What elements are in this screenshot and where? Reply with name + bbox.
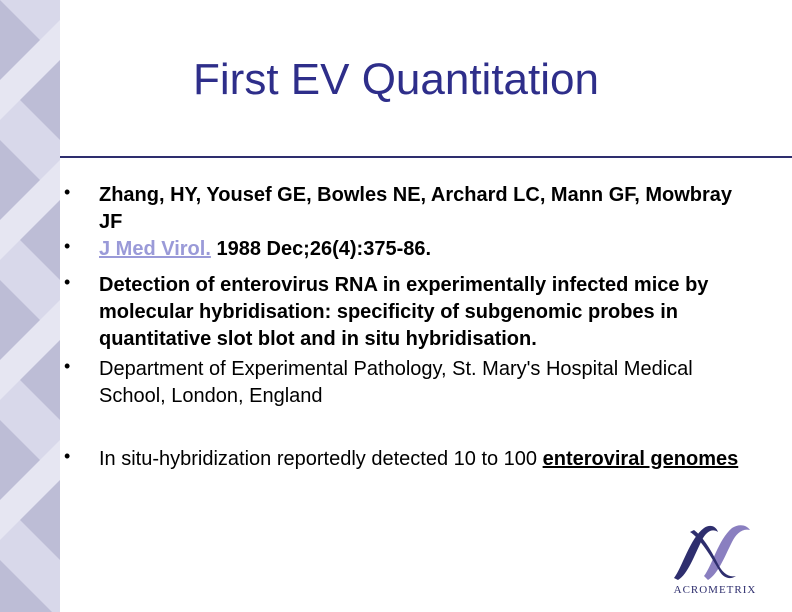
slide-title: First EV Quantitation xyxy=(193,55,599,104)
journal-link[interactable]: J Med Virol. xyxy=(99,238,211,260)
bullet-citation xyxy=(99,236,739,263)
finding-emphasis: enteroviral genomes xyxy=(542,448,739,470)
citation-details: 1988 Dec;26(4):375-86. xyxy=(210,238,432,260)
logo-text: ACROMETRIX xyxy=(673,584,757,596)
bullet-dot: • xyxy=(64,446,71,466)
finding-text: In situ-hybridization reportedly detected 10 to 100 xyxy=(99,448,543,470)
decorative-left-band xyxy=(0,0,60,612)
bullet-dot: • xyxy=(64,272,71,292)
bullet-finding xyxy=(99,446,739,473)
logo-mark-icon xyxy=(660,518,770,582)
bullet-dot: • xyxy=(64,236,71,256)
acrometrix-logo xyxy=(660,518,770,596)
bullet-article-title: Detection of enterovirus RNA in experimentally infected mice by molecular hybridisation: specificity of subgenomic probes in quantitative slot blot and in situ hybridisation. xyxy=(99,274,709,350)
bullet-dot: • xyxy=(64,356,71,376)
bullet-authors: Zhang, HY, Yousef GE, Bowles NE, Archard LC, Mann GF, Mowbray JF xyxy=(99,184,733,233)
bullet-affiliation: Department of Experimental Pathology, St. Mary's Hospital Medical School, London, England xyxy=(99,358,693,407)
bullet-dot: • xyxy=(64,182,71,202)
